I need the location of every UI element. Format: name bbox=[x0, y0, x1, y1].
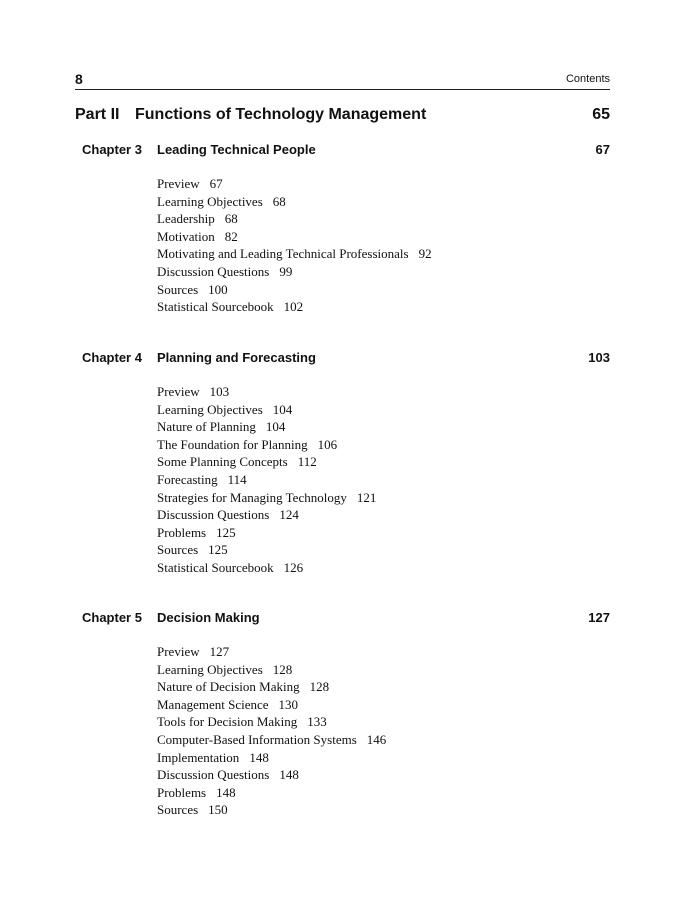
entry-title: Tools for Decision Making bbox=[157, 714, 298, 730]
part-label: Part II bbox=[75, 106, 120, 123]
entry-title: Sources bbox=[157, 802, 199, 818]
entry-title: Learning Objectives bbox=[157, 661, 263, 677]
chapter-entries bbox=[157, 175, 432, 316]
toc-entry bbox=[157, 524, 376, 542]
entry-title: Computer-Based Information Systems bbox=[157, 731, 357, 747]
page-header bbox=[75, 70, 610, 90]
entry-page-number: 125 bbox=[208, 542, 228, 558]
toc-entry bbox=[157, 471, 376, 489]
entry-title: The Foundation for Planning bbox=[157, 436, 308, 452]
entry-page-number: 106 bbox=[317, 436, 338, 452]
entry-page-number: 125 bbox=[216, 524, 236, 540]
entry-page-number: 148 bbox=[279, 767, 299, 783]
chapter-page-number: 67 bbox=[595, 142, 610, 157]
toc-entry bbox=[157, 401, 376, 419]
entry-page-number: 133 bbox=[307, 714, 327, 730]
toc-entry bbox=[157, 453, 376, 471]
entry-title: Discussion Questions bbox=[157, 767, 270, 783]
entry-title: Forecasting bbox=[157, 471, 218, 487]
chapter-title: Decision Making bbox=[157, 610, 260, 625]
toc-entry bbox=[157, 489, 376, 507]
entry-page-number: 102 bbox=[283, 299, 304, 315]
chapter-heading bbox=[82, 610, 610, 628]
entry-page-number: 148 bbox=[249, 749, 269, 765]
entry-title: Problems bbox=[157, 784, 207, 800]
page-number: 8 bbox=[75, 71, 83, 87]
entry-title: Learning Objectives bbox=[157, 401, 263, 417]
toc-entry bbox=[157, 263, 432, 281]
entry-title: Learning Objectives bbox=[157, 193, 263, 209]
entry-title: Motivation bbox=[157, 228, 215, 244]
toc-entry bbox=[157, 696, 386, 714]
chapter-entries bbox=[157, 643, 386, 819]
entry-page-number: 114 bbox=[227, 471, 247, 487]
entry-title: Preview bbox=[157, 176, 200, 191]
entry-title: Statistical Sourcebook bbox=[157, 299, 274, 315]
toc-entry bbox=[157, 281, 432, 299]
toc-entry bbox=[157, 506, 376, 524]
chapter-page-number: 103 bbox=[588, 350, 610, 365]
entry-page-number: 82 bbox=[224, 228, 238, 244]
entry-page-number: 99 bbox=[279, 263, 293, 279]
entry-page-number: 150 bbox=[208, 802, 228, 818]
entry-page-number: 67 bbox=[209, 176, 223, 191]
entry-title: Motivating and Leading Technical Professionals bbox=[157, 246, 409, 262]
entry-title: Strategies for Managing Technology bbox=[157, 489, 347, 505]
entry-title: Implementation bbox=[157, 749, 240, 765]
entry-page-number: 128 bbox=[309, 679, 330, 695]
chapter-title: Planning and Forecasting bbox=[157, 350, 316, 365]
toc-entry bbox=[157, 298, 432, 316]
toc-entry bbox=[157, 436, 376, 454]
entry-title: Nature of Planning bbox=[157, 419, 256, 435]
entry-title: Sources bbox=[157, 281, 199, 297]
entry-title: Preview bbox=[157, 384, 200, 399]
entry-page-number: 146 bbox=[366, 731, 387, 747]
entry-page-number: 92 bbox=[418, 246, 432, 262]
entry-title: Management Science bbox=[157, 696, 269, 712]
entry-page-number: 100 bbox=[208, 281, 228, 297]
entry-page-number: 104 bbox=[272, 401, 293, 417]
entry-page-number: 121 bbox=[356, 489, 377, 505]
chapter-label: Chapter 4 bbox=[82, 350, 142, 365]
entry-title: Some Planning Concepts bbox=[157, 454, 288, 470]
toc-entry bbox=[157, 766, 386, 784]
part-heading bbox=[75, 106, 610, 128]
entry-title: Nature of Decision Making bbox=[157, 679, 300, 695]
toc-entry bbox=[157, 678, 386, 696]
toc-entry bbox=[157, 245, 432, 263]
toc-entry bbox=[157, 383, 376, 401]
entry-page-number: 68 bbox=[272, 193, 286, 209]
entry-page-number: 148 bbox=[216, 784, 236, 800]
toc-entry bbox=[157, 559, 376, 577]
toc-entry bbox=[157, 713, 386, 731]
toc-entry bbox=[157, 784, 386, 802]
toc-entry bbox=[157, 210, 432, 228]
entry-title: Sources bbox=[157, 542, 199, 558]
entry-title: Discussion Questions bbox=[157, 263, 270, 279]
toc-entry bbox=[157, 175, 432, 193]
entry-title: Leadership bbox=[157, 211, 215, 227]
toc-entry bbox=[157, 228, 432, 246]
entry-page-number: 124 bbox=[279, 507, 299, 523]
toc-entry bbox=[157, 418, 376, 436]
toc-entry bbox=[157, 193, 432, 211]
running-head: Contents bbox=[565, 73, 610, 85]
part-title: Functions of Technology Management bbox=[135, 106, 427, 123]
entry-page-number: 128 bbox=[272, 661, 293, 677]
chapter-label: Chapter 3 bbox=[82, 142, 142, 157]
chapter-entries bbox=[157, 383, 376, 577]
entry-page-number: 126 bbox=[283, 559, 304, 575]
toc-entry bbox=[157, 661, 386, 679]
toc-entry bbox=[157, 731, 386, 749]
toc-entry bbox=[157, 801, 386, 819]
chapter-label: Chapter 5 bbox=[82, 610, 142, 625]
entry-page-number: 127 bbox=[209, 644, 230, 659]
entry-page-number: 130 bbox=[278, 696, 299, 712]
part-page-number: 65 bbox=[592, 106, 610, 123]
entry-page-number: 112 bbox=[297, 454, 317, 470]
chapter-heading bbox=[82, 350, 610, 368]
entry-page-number: 68 bbox=[224, 211, 238, 227]
chapter-heading bbox=[82, 142, 610, 160]
entry-page-number: 104 bbox=[265, 419, 286, 435]
entry-title: Preview bbox=[157, 644, 200, 659]
entry-title: Discussion Questions bbox=[157, 507, 270, 523]
toc-entry bbox=[157, 749, 386, 767]
entry-page-number: 103 bbox=[209, 384, 230, 399]
toc-entry bbox=[157, 541, 376, 559]
chapter-page-number: 127 bbox=[588, 610, 610, 625]
entry-title: Problems bbox=[157, 524, 207, 540]
toc-entry bbox=[157, 643, 386, 661]
entry-title: Statistical Sourcebook bbox=[157, 559, 274, 575]
chapter-title: Leading Technical People bbox=[157, 142, 316, 157]
